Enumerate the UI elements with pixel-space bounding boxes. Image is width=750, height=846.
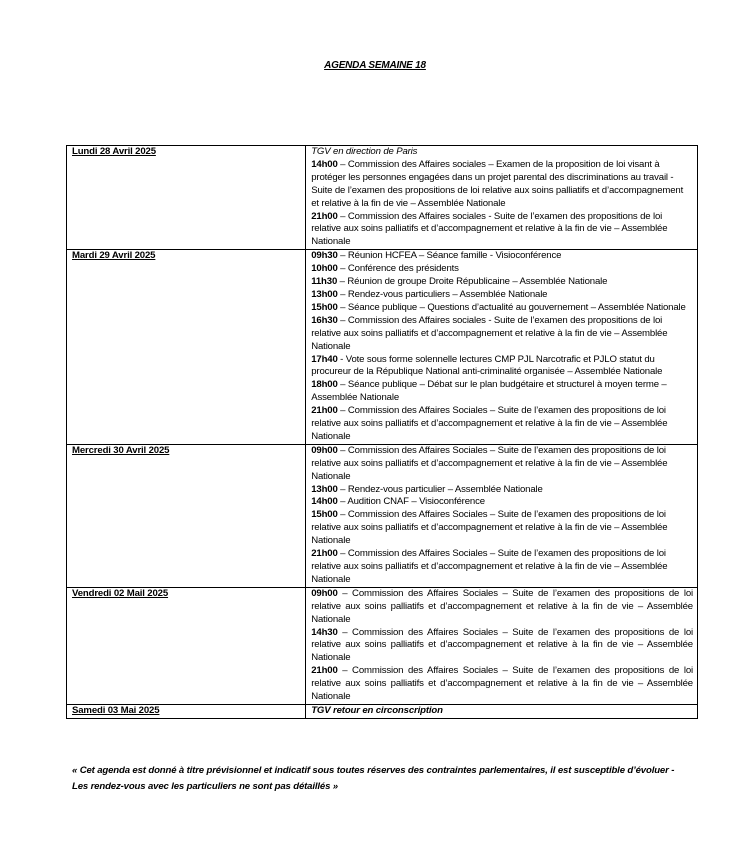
event-text: – Séance publique – Questions d’actualité au gouvernement – Assemblée Nationale xyxy=(337,301,686,313)
event-time: 09h00 xyxy=(311,444,338,456)
day-cell xyxy=(67,146,306,250)
event-text: – Commission des Affaires sociales - Suite de l’examen des propositions de loi relative aux soins palliatifs et d’accompagnement et relative à la fin de vie – Assemblée Nationale xyxy=(311,314,668,352)
day-cell xyxy=(67,587,306,704)
disclaimer-note xyxy=(72,763,712,795)
day-label: Vendredi 02 Mail 2025 xyxy=(72,587,169,599)
disclaimer-line: « Cet agenda est donné à titre prévisionnel et indicatif sous toutes réserves des contraintes parlementaires, il est susceptible d’évoluer - xyxy=(72,765,675,776)
event-time: 21h00 xyxy=(311,405,338,417)
event-time: 21h00 xyxy=(311,548,338,560)
agenda-row-mercredi xyxy=(67,444,698,587)
event-text: – Commission des Affaires Sociales – Suite de l’examen des propositions de loi relative aux soins palliatifs et d’accompagnement et relative à la fin de vie – Assemblée Nationale xyxy=(311,444,668,482)
event-text: - Vote sous forme solennelle lectures CMP PJL Narcotrafic et PJLO statut du procureur de la République National anti-criminalité organisée – Assemblée Nationale xyxy=(311,353,663,378)
event-item xyxy=(311,588,693,627)
event-text: – Commission des Affaires Sociales – Suite de l’examen des propositions de loi relative aux soins palliatifs et d’accompagnement et relative à la fin de vie – Assemblée Nationale xyxy=(311,587,693,625)
day-label: Mardi 29 Avril 2025 xyxy=(72,250,156,262)
event-text: – Commission des Affaires sociales – Examen de la proposition de loi visant à protéger les personnes engagées dans un projet parental des discriminations au travail - Suite de l’examen des propositions de loi relative aux soins palliatifs et d’accompagnement et relative à la fin de vie – Assemblée Nationale xyxy=(311,158,684,209)
event-time: 21h00 xyxy=(311,210,338,222)
event-time: 14h00 xyxy=(311,158,338,170)
events-cell xyxy=(306,250,698,445)
day-label: Mercredi 30 Avril 2025 xyxy=(72,444,170,456)
event-item xyxy=(311,276,693,289)
event-text: – Commission des Affaires Sociales – Suite de l’examen des propositions de loi relative aux soins palliatifs et d’accompagnement et relative à la fin de vie – Assemblée Nationale xyxy=(311,665,693,703)
event-time: 09h30 xyxy=(311,250,338,262)
event-item xyxy=(311,548,693,587)
event-text: – Commission des Affaires Sociales – Suite de l’examen des propositions de loi relative aux soins palliatifs et d’accompagnement et relative à la fin de vie – Assemblée Nationale xyxy=(311,548,668,585)
event-text: – Rendez-vous particulier – Assemblée Nationale xyxy=(337,483,543,495)
event-text: – Conférence des présidents xyxy=(337,263,459,275)
event-text: – Commission des Affaires Sociales – Suite de l’examen des propositions de loi relative aux soins palliatifs et d’accompagnement et relative à la fin de vie – Assemblée Nationale xyxy=(311,509,668,547)
event-item xyxy=(311,250,693,263)
day-label: Samedi 03 Mai 2025 xyxy=(72,704,160,716)
day-cell xyxy=(67,704,306,718)
event-time: 11h30 xyxy=(311,276,338,288)
event-time: 09h00 xyxy=(311,587,338,599)
event-item xyxy=(311,445,693,484)
travel-note: TGV en direction de Paris xyxy=(311,146,418,157)
events-cell xyxy=(306,704,698,718)
event-time: 18h00 xyxy=(311,379,338,391)
events-cell xyxy=(306,587,698,704)
event-time: 14h00 xyxy=(311,496,338,508)
event-time: 13h00 xyxy=(311,288,338,300)
event-item xyxy=(311,354,693,380)
event-time: 13h00 xyxy=(311,483,338,495)
event-time: 21h00 xyxy=(311,665,338,677)
event-item xyxy=(311,315,693,354)
event-item xyxy=(311,159,693,211)
event-item xyxy=(311,379,693,405)
agenda-row-vendredi xyxy=(67,587,698,704)
event-text: – Commission des Affaires Sociales – Suite de l’examen des propositions de loi relative aux soins palliatifs et d’accompagnement et relative à la fin de vie – Assemblée Nationale xyxy=(311,626,693,664)
event-text: – Réunion HCFEA – Séance famille - Visioconférence xyxy=(337,250,562,262)
event-text: – Séance publique – Débat sur le plan budgétaire et structurel à moyen terme – Assemblée Nationale xyxy=(311,379,667,404)
travel-note: TGV retour en circonscription xyxy=(311,704,443,716)
day-cell xyxy=(67,444,306,587)
event-text: – Réunion de groupe Droite Républicaine – Assemblée Nationale xyxy=(337,276,608,288)
event-text: – Rendez-vous particuliers – Assemblée Nationale xyxy=(337,288,548,300)
events-cell xyxy=(306,444,698,587)
event-item xyxy=(311,263,693,276)
day-label: Lundi 28 Avril 2025 xyxy=(72,146,156,157)
event-item xyxy=(311,509,693,548)
event-text: – Commission des Affaires sociales - Suite de l’examen des propositions de loi relative aux soins palliatifs et d’accompagnement et relative à la fin de vie – Assemblée Nationale xyxy=(311,210,668,248)
event-item xyxy=(311,405,693,444)
event-text: – Audition CNAF – Visioconférence xyxy=(337,496,485,508)
event-time: 10h00 xyxy=(311,263,338,275)
agenda-row-lundi xyxy=(67,146,698,250)
event-item xyxy=(311,627,693,666)
event-item xyxy=(311,496,693,509)
events-cell xyxy=(306,146,698,250)
disclaimer-line: Les rendez-vous avec les particuliers ne sont pas détaillés » xyxy=(72,781,338,792)
event-item xyxy=(311,211,693,250)
event-time: 15h00 xyxy=(311,301,338,313)
event-time: 15h00 xyxy=(311,509,338,521)
event-time: 16h30 xyxy=(311,314,338,326)
agenda-row-mardi xyxy=(67,250,698,445)
page-title: AGENDA SEMAINE 18 xyxy=(324,60,426,71)
agenda-row-samedi xyxy=(67,704,698,718)
event-time: 17h40 xyxy=(311,353,338,365)
agenda-table xyxy=(66,145,698,719)
event-item xyxy=(311,484,693,497)
event-item xyxy=(311,665,693,704)
event-time: 14h30 xyxy=(311,626,338,638)
event-text: – Commission des Affaires Sociales – Suite de l’examen des propositions de loi relative aux soins palliatifs et d’accompagnement et relative à la fin de vie – Assemblée Nationale xyxy=(311,405,668,442)
event-item xyxy=(311,289,693,302)
event-item xyxy=(311,302,693,315)
day-cell xyxy=(67,250,306,445)
